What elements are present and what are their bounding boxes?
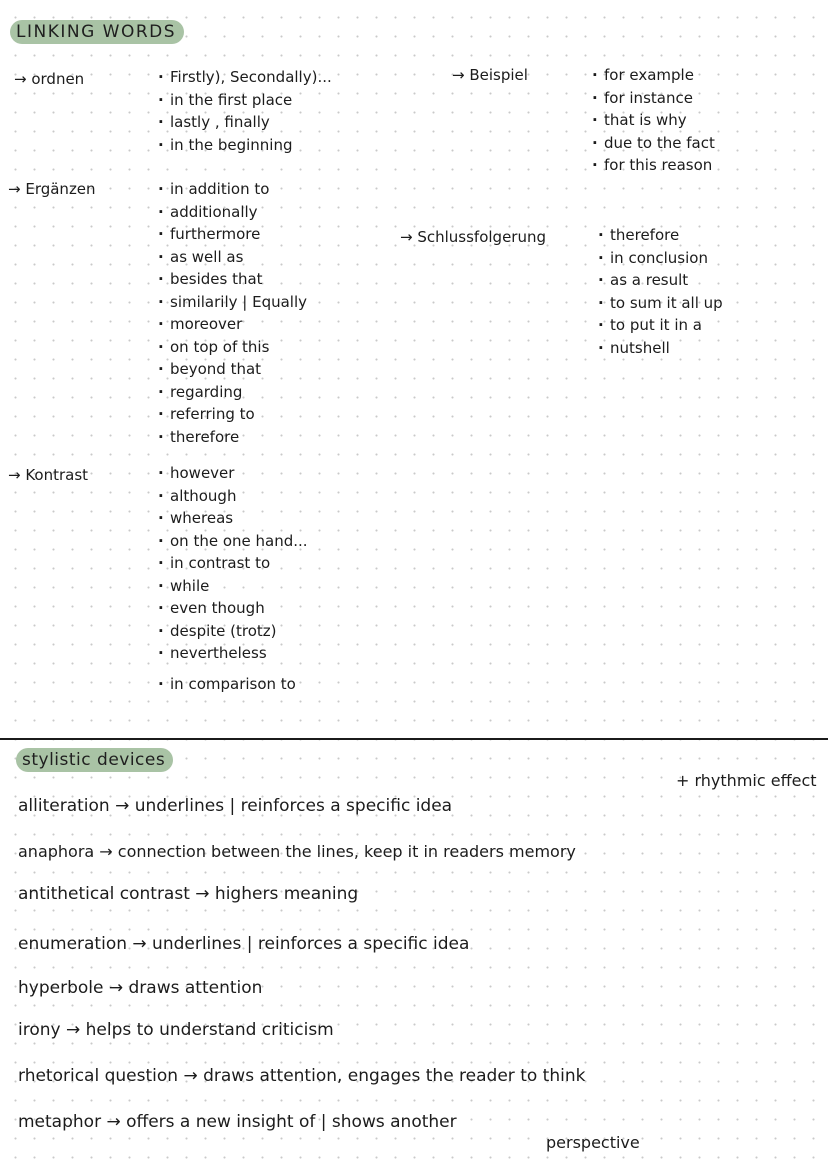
label-schlussfolgerung: → Schlussfolgerung xyxy=(400,228,546,246)
list-item: · in contrast to xyxy=(158,552,308,575)
list-ergaenzen xyxy=(158,178,307,448)
list-item: · additionally xyxy=(158,201,307,224)
list-schlussfolgerung xyxy=(598,224,723,359)
list-item: · similarily | Equally xyxy=(158,291,307,314)
label-ordnen: → ordnen xyxy=(14,70,85,88)
list-item: · for instance xyxy=(592,87,715,110)
list-item: · for example xyxy=(592,64,715,87)
list-item: · even though xyxy=(158,597,308,620)
list-item: · Firstly), Secondally)... xyxy=(158,66,332,89)
list-item: · on top of this xyxy=(158,336,307,359)
list-item: · however xyxy=(158,462,308,485)
device-hyperbole: hyperbole → draws attention xyxy=(18,978,263,998)
list-item: · in the first place xyxy=(158,89,332,112)
list-item: · despite (trotz) xyxy=(158,620,308,643)
device-metaphor-continued: perspective xyxy=(546,1133,640,1152)
list-beispiel xyxy=(592,64,715,177)
list-item: · on the one hand... xyxy=(158,530,308,553)
list-item: · beyond that xyxy=(158,358,307,381)
label-kontrast: → Kontrast xyxy=(8,466,89,484)
list-item: · referring to xyxy=(158,403,307,426)
list-item: · to sum it all up xyxy=(598,292,723,315)
list-item: · nutshell xyxy=(598,337,723,360)
list-item: · as a result xyxy=(598,269,723,292)
label-beispiel: → Beispiel xyxy=(452,66,528,84)
list-item: · although xyxy=(158,485,308,508)
list-item: · due to the fact xyxy=(592,132,715,155)
device-irony: irony → helps to understand criticism xyxy=(18,1020,334,1040)
list-kontrast xyxy=(158,462,308,695)
list-item: · moreover xyxy=(158,313,307,336)
list-item: · regarding xyxy=(158,381,307,404)
list-item: · that is why xyxy=(592,109,715,132)
stylistic-devices-title: stylistic devices xyxy=(16,748,173,772)
list-item: · in addition to xyxy=(158,178,307,201)
list-item: · whereas xyxy=(158,507,308,530)
list-item: · in the beginning xyxy=(158,134,332,157)
list-item: · besides that xyxy=(158,268,307,291)
device-antithetical-contrast: antithetical contrast → highers meaning xyxy=(18,884,359,904)
linking-words-title: LINKING WORDS xyxy=(10,20,184,44)
device-anaphora: anaphora → connection between the lines, keep it in readers memory xyxy=(18,842,576,861)
list-item: · to put it in a xyxy=(598,314,723,337)
list-item: · in comparison to xyxy=(158,673,308,696)
list-item: · nevertheless xyxy=(158,642,308,665)
list-item: · as well as xyxy=(158,246,307,269)
list-ordnen xyxy=(158,66,332,156)
device-alliteration: alliteration → underlines | reinforces a specific idea xyxy=(18,796,453,816)
list-item: · lastly , finally xyxy=(158,111,332,134)
list-item: · while xyxy=(158,575,308,598)
section-divider xyxy=(0,738,828,740)
list-item: · in conclusion xyxy=(598,247,723,270)
device-enumeration: enumeration → underlines | reinforces a specific idea xyxy=(18,934,470,954)
device-metaphor: metaphor → offers a new insight of | shows another xyxy=(18,1112,457,1132)
label-ergaenzen: → Ergänzen xyxy=(8,180,96,198)
list-item: · therefore xyxy=(598,224,723,247)
list-item: · furthermore xyxy=(158,223,307,246)
list-item: · for this reason xyxy=(592,154,715,177)
list-item: · therefore xyxy=(158,426,307,449)
device-rhetorical-question: rhetorical question → draws attention, engages the reader to think xyxy=(18,1066,586,1086)
rhythmic-effect-note: + rhythmic effect xyxy=(676,771,817,790)
